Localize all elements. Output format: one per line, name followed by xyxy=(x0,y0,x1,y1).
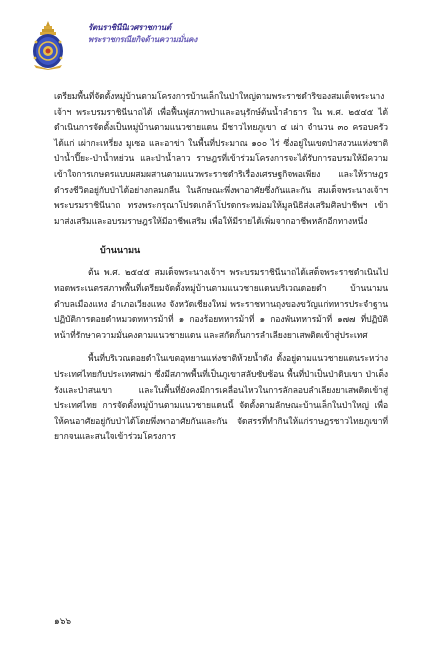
paragraph: เตรียมพื้นที่จัดตั้งหมู่บ้านตามโครงการบ้านเล็กในป่าใหญ่ตามพระราชดำริของสมเด็จพระนางเจ้าฯ พระบรมราชินีนาถได้ เพื่อฟื้นฟูสภาพป่าและอนุรักษ์ต้นน้ำลำธาร ใน พ.ศ. ๒๕๔๕ ได้ดำเนินการจัดตั้งเป็นหมู่บ้านตามแนวชายแดน มีชาวไทยภูเขา ๔ เผ่า จำนวน ๓๐ ครอบครัว ได้แก่ เผ่ากะเหรี่ยง มูเซอ และอาข่า ในพื้นที่ประมาณ ๑๐๐ ไร่ ซึ่งอยู่ในเขตป่าสงวนแห่งชาติ ป่าน้ำปี๊ยะ-ป่าน้ำหย่วน และป่าน้ำลาว ราษฎรที่เข้าร่วมโครงการจะได้รับการอบรมให้มีความเข้าใจการเกษตรแบบผสมผสานตามแนวพระราชดำริเรื่องเศรษฐกิจพอเพียง และให้ราษฎรดำรงชีวิตอยู่กับป่าได้อย่างกลมกลืน ในลักษณะพึ่งพาอาศัยซึ่งกันและกัน สมเด็จพระนางเจ้าฯ พระบรมราชินีนาถ ทรงพระกรุณาโปรดเกล้าโปรดกระหม่อมให้มูลนิธิส่งเสริมศิลปาชีพฯ เข้ามาส่งเสริมและอบรมราษฎรให้มีอาชีพเสริม เพื่อให้มีรายได้เพิ่มจากอาชีพหลักอีกทางหนึ่ง xyxy=(54,92,388,227)
paragraph: ต้น พ.ศ. ๒๕๔๕ สมเด็จพระนางเจ้าฯ พระบรมราชินีนาถได้เสด็จพระราชดำเนินไปทอดพระเนตรสภาพพื้นที่เตรียมจัดตั้งหมู่บ้านตามแนวชายแดนบริเวณดอยดำ บ้านนามน ตำบลเมืองแหง อำเภอเวียงแหง จังหวัดเชียงใหม่ พระราชทานถุงของขวัญแก่ทหารประจำฐานปฏิบัติการดอยดำหมวดทหารม้าที่ ๑ กองร้อยทหารม้าที่ ๑ กองพันทหารม้าที่ ๑๗๗ ที่ปฏิบัติหน้าที่รักษาความมั่นคงตามแนวชายแดน และสกัดกั้นการลำเลียงยาเสพติดเข้าสู่ประเทศ xyxy=(54,268,388,341)
page-number: ๑๖๖ xyxy=(54,617,72,627)
section-heading: บ้านนามน xyxy=(100,246,141,257)
header-subtitle: พระราชกรณียกิจด้านความมั่นคง xyxy=(88,35,198,44)
header-text xyxy=(88,22,388,46)
paragraph: พื้นที่บริเวณดอยดำในเขตอุทยานแห่งชาติห้วยน้ำดัง ตั้งอยู่ตามแนวชายแดนระหว่างประเทศไทยกับประเทศพม่า ซึ่งมีสภาพพื้นที่เป็นภูเขาสลับซับซ้อน พื้นที่ป่าเป็นป่าดิบเขา ป่าเต็งรังและป่าสนเขา และในพื้นที่ยังคงมีการเคลื่อนไหวในการลักลอบลำเลียงยาเสพติดเข้าสู่ประเทศไทย การจัดตั้งหมู่บ้านตามแนวชายแดนนี้ จัดตั้งตามลักษณะบ้านเล็กในป่าใหญ่ เพื่อให้คนอาศัยอยู่กับป่าได้โดยพึ่งพาอาศัยกันและกัน จัดสรรที่ทำกินให้แก่ราษฎรชาวไทยภูเขาที่ยากจนและสนใจเข้าร่วมโครงการ xyxy=(54,354,388,443)
header-title: รัตนราชินีนิเวศราชกานต์ xyxy=(88,23,172,32)
page-header xyxy=(26,20,406,70)
royal-emblem-icon xyxy=(26,20,70,70)
page-body xyxy=(54,90,388,446)
